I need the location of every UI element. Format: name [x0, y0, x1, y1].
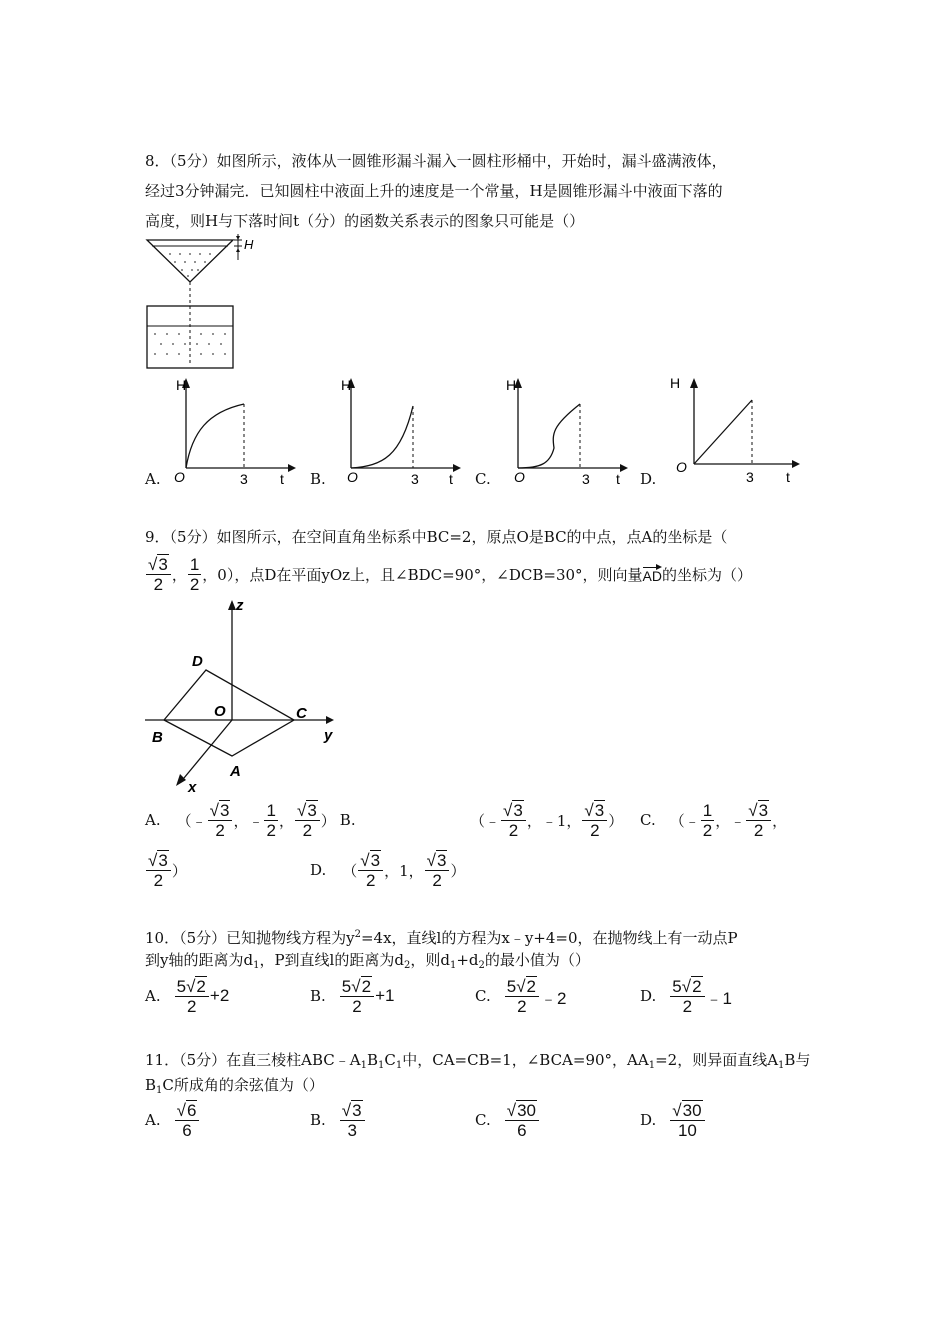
funnel-cylinder-figure [140, 234, 260, 374]
q8-c-tick: 3 [582, 471, 590, 487]
q8-option-a-graph [168, 372, 298, 492]
q8-a-curve [186, 404, 244, 468]
q9-option-b: （ ﹣ $\frac{√3}{2}$ ， ﹣1， $\frac{√3}{2}$ ） [470, 800, 624, 840]
q11-option-a: A. $\frac{√6}{6}$ [145, 1096, 200, 1144]
q10-option-b: B. $\frac{5√2}{2}$ +1 [310, 976, 395, 1016]
q8-option-d-label: D. [640, 470, 657, 488]
q8-d-axis-h: H [670, 375, 681, 391]
q11-option-d: D. $\frac{√30}{10}$ [640, 1096, 706, 1144]
q8-b-axis-h: H [341, 377, 352, 393]
q8-d-origin: O [676, 459, 687, 475]
q10-line2: 到y轴的距离为$d_1$，P到直线l的距离为$d_2$，则$d_1+d_2$的最小值为（） [145, 951, 590, 971]
q10-line1: 10．（5分）已知抛物线方程为$y^2=4x$，直线l的方程为x﹣y+4=0，在抛物线上有一动点P [145, 929, 738, 947]
q9-option-c-cont: $\frac{√3}{2}$ ） [148, 850, 187, 890]
fig-a-label: A [230, 763, 241, 780]
q8-b-origin: O [347, 469, 358, 485]
fig-b-label: B [152, 729, 163, 746]
q8-option-d-graph [668, 370, 803, 490]
q8-a-axis-t: t [280, 471, 284, 487]
q9-frac-1-2: $\frac{1}{2}$ [189, 554, 200, 594]
q8-a-tick: 3 [240, 471, 248, 487]
q10-option-c: C. $\frac{5√2}{2}$ ﹣2 [475, 976, 567, 1016]
vector-ad: AD [643, 564, 662, 584]
q11-line1: 11．（5分）在直三棱柱$ABC﹣A_1B_1C_1$中，CA=CB=1，∠BCA=90°，$AA_1=2$，则异面直线$A_1B$与 [145, 1051, 811, 1071]
q8-line1: 8．（5分）如图所示，液体从一圆锥形漏斗漏入一圆柱形桶中，开始时，漏斗盛满液体， [145, 152, 727, 170]
q8-c-axis-t: t [616, 471, 620, 487]
fig-c-label: C [296, 705, 307, 722]
q11-option-b: B. $\frac{√3}{3}$ [310, 1096, 366, 1144]
q8-option-c-graph [500, 372, 630, 492]
q8-b-curve [351, 406, 413, 468]
q11-line2: $B_1C$所成角的余弦值为（） [145, 1076, 324, 1096]
q11-option-c: C. $\frac{√30}{6}$ [475, 1096, 540, 1144]
fig-d-label: D [192, 653, 203, 670]
q8-a-axis-h: H [176, 377, 187, 393]
q8-option-c-label: C. [475, 470, 491, 488]
q8-line2: 经过3分钟漏完．已知圆柱中液面上升的速度是一个常量，H是圆锥形漏斗中液面下落的 [145, 182, 723, 200]
q8-d-tick: 3 [746, 469, 754, 485]
fig-x-label: x [188, 779, 197, 796]
q8-b-tick: 3 [411, 471, 419, 487]
q10-option-a: A. $\frac{5√2}{2}$ +2 [145, 976, 230, 1016]
q9-frac-sqrt3-2: $\frac{√3}{2}$ [146, 555, 171, 594]
q8-d-axis-t: t [786, 469, 790, 485]
fig-y-label: y [324, 727, 333, 744]
q9-coordinate-figure [140, 598, 350, 798]
q8-c-curve [518, 404, 580, 468]
q8-option-a-label: A. [145, 470, 161, 488]
q9-line1: 9．（5分）如图所示，在空间直角坐标系中BC=2，原点O是BC的中点，点A的坐标是（ [145, 528, 728, 546]
q10-option-d: D. $\frac{5√2}{2}$ ﹣1 [640, 976, 733, 1016]
q8-option-b-graph [333, 372, 463, 492]
q8-option-b-label: B. [310, 470, 326, 488]
q9-line2: $\frac{√3}{2}$ ， $\frac{1}{2}$ ，0），点D在平面yOz上，且∠BDC=90°，∠DCB=30°，则向量 AD 的坐标为（） [148, 554, 753, 594]
fig-label-h: H [244, 237, 254, 252]
fig-z-label: z [236, 598, 244, 614]
q9-option-d: D. （ $\frac{√3}{2}$ ， 1， $\frac{√3}{2}$ ） [310, 850, 466, 890]
q9-option-a: A. （ ﹣ $\frac{√3}{2}$ ， ﹣ $\frac{1}{2}$ ， $\frac{√3}{2}$ ） B. [145, 800, 356, 840]
q8-a-origin: O [174, 469, 185, 485]
q8-c-origin: O [514, 469, 525, 485]
q8-line3: 高度，则H与下落时间t（分）的函数关系表示的图象只可能是（） [145, 212, 585, 230]
fig-o-label: O [214, 703, 226, 720]
q8-b-axis-t: t [449, 471, 453, 487]
q9-option-c: C. （ ﹣ $\frac{1}{2}$ ， ﹣ $\frac{√3}{2}$ ， [640, 800, 788, 840]
q8-d-curve [694, 400, 752, 464]
q8-c-axis-h: H [506, 377, 517, 393]
